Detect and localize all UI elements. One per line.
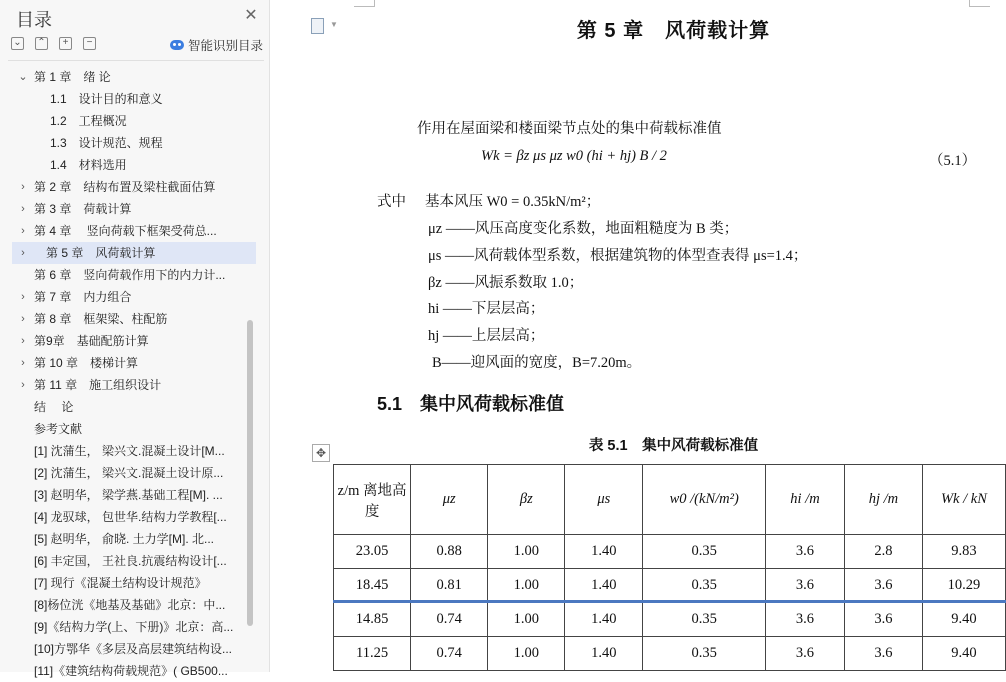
table-cell: 14.85 (334, 603, 411, 637)
formula-number: （5.1） (929, 153, 977, 169)
toc-item-label: 第 5 章 风荷载计算 (46, 246, 156, 260)
toc-item[interactable] (0, 638, 262, 660)
toc-item[interactable] (0, 154, 262, 176)
toc-item-label: 1.2 工程概况 (50, 114, 127, 128)
toc-item[interactable] (0, 506, 262, 528)
toc-item[interactable] (0, 528, 262, 550)
selection-line (333, 600, 1006, 603)
formula: Wk = βz μs μz w0 (hi + hj) B / 2 (481, 148, 667, 164)
section-title: 5.1 集中风荷载标准值 (377, 394, 565, 414)
chevron-right-icon[interactable]: › (21, 291, 25, 303)
table-cell: 1.40 (565, 637, 643, 671)
toc-item[interactable] (0, 418, 262, 440)
toc-item-label: [5] 赵明华， 俞晓. 土力学[M]. 北... (34, 532, 215, 546)
toc-item-label: [10]方鄂华《多层及高层建筑结构设... (34, 642, 233, 656)
toc-item-label: 第 11 章 施工组织设计 (34, 378, 162, 392)
toc-item-label: [6] 丰定国， 王社良.抗震结构设计[... (34, 554, 227, 568)
table-caption: 表 5.1 集中风荷载标准值 (588, 438, 759, 454)
toc-item[interactable] (0, 616, 262, 638)
toc-item[interactable] (0, 660, 262, 682)
table-cell: 3.6 (844, 603, 922, 637)
table-header-cell: μs (565, 465, 643, 535)
toc-item[interactable] (0, 396, 262, 418)
wind-load-table (333, 464, 1006, 671)
chevron-down-icon[interactable]: ▼ (330, 20, 338, 29)
table-cell: 3.6 (844, 637, 922, 671)
toc-item-label: 第 10 章 楼梯计算 (34, 356, 139, 370)
toc-item-label: [3] 赵明华， 梁学燕.基础工程[M]. ... (34, 488, 223, 502)
toc-item[interactable] (0, 198, 262, 220)
table-cell: 1.00 (488, 535, 565, 569)
table-cell: 0.35 (643, 535, 766, 569)
table-row (334, 535, 1006, 569)
table-header-cell: μz (411, 465, 488, 535)
table-header-cell: hi /m (766, 465, 845, 535)
chevron-right-icon[interactable]: › (21, 379, 25, 391)
smart-robot-icon (170, 40, 184, 50)
add-heading-icon[interactable]: + (59, 37, 72, 50)
toc-item-label: 第 4 章 竖向荷载下框架受荷总... (34, 224, 217, 238)
table-cell: 0.35 (643, 637, 766, 671)
smart-toc-label: 智能识别目录 (188, 39, 264, 53)
toc-item[interactable] (12, 242, 256, 264)
table-cell: 0.35 (643, 569, 766, 603)
toc-item[interactable] (0, 220, 262, 242)
remove-heading-icon[interactable]: − (83, 37, 96, 50)
toc-item[interactable] (0, 440, 262, 462)
chapter-title: 第 5 章 风荷载计算 (576, 20, 771, 42)
table-cell: 0.74 (411, 637, 488, 671)
toc-item[interactable] (0, 550, 262, 572)
table-header-cell: w0 /(kN/m²) (643, 465, 766, 535)
table-row (334, 603, 1006, 637)
toc-item-label: [8]杨位洸《地基及基础》北京：中... (34, 598, 226, 612)
table-header-cell: βz (488, 465, 565, 535)
table-header-cell: Wk / kN (922, 465, 1005, 535)
table-cell: 1.40 (565, 603, 643, 637)
table-cell: 1.00 (488, 603, 565, 637)
chevron-down-icon[interactable]: ⌄ (18, 71, 28, 83)
def-line: B——迎风面的宽度，B=7.20m。 (432, 355, 642, 371)
table-cell: 11.25 (334, 637, 411, 671)
toc-item[interactable] (0, 176, 262, 198)
toc-item[interactable] (0, 88, 262, 110)
table-cell: 18.45 (334, 569, 411, 603)
table-cell: 3.6 (766, 637, 845, 671)
toc-item-label: 第 8 章 框架梁、柱配筋 (34, 312, 168, 326)
def-line: hj ——上层层高； (428, 328, 545, 344)
toc-item[interactable] (0, 330, 262, 352)
table-cell: 9.40 (922, 637, 1005, 671)
smart-toc-button[interactable] (170, 36, 263, 54)
chevron-right-icon[interactable]: › (21, 357, 25, 369)
where-label: 式中 (377, 194, 406, 210)
table-cell: 0.35 (643, 603, 766, 637)
table-row (334, 569, 1006, 603)
table-cell: 3.6 (766, 535, 845, 569)
toc-item-label: [11]《建筑结构荷载规范》( GB500... (34, 664, 228, 678)
table-cell: 2.8 (844, 535, 922, 569)
divider (8, 60, 264, 61)
toc-list (0, 66, 262, 682)
chevron-right-icon[interactable]: › (21, 247, 25, 259)
table-cell: 23.05 (334, 535, 411, 569)
toc-item-label: 第 6 章 竖向荷载作用下的内力计... (34, 268, 226, 282)
toc-item-label: 第 2 章 结构布置及梁柱截面估算 (34, 180, 216, 194)
chevron-right-icon[interactable]: › (21, 181, 25, 193)
crop-mark (354, 0, 375, 7)
toc-item[interactable] (0, 594, 262, 616)
toc-item[interactable] (0, 132, 262, 154)
toc-item-label: 结 论 (34, 400, 74, 414)
document-page (271, 0, 1006, 672)
toc-item[interactable] (0, 66, 262, 88)
toc-item[interactable] (0, 308, 262, 330)
table-cell: 3.6 (844, 569, 922, 603)
toc-item-label: [1] 沈蒲生， 梁兴文.混凝土设计[M... (34, 444, 225, 458)
toc-item[interactable] (0, 264, 262, 286)
toc-item[interactable] (0, 462, 262, 484)
table-row (334, 637, 1006, 671)
toc-item-label: [7] 现行《混凝土结构设计规范》 (34, 576, 207, 590)
table-cell: 1.40 (565, 535, 643, 569)
table-cell: 9.83 (922, 535, 1005, 569)
table-header-cell: z/m 离地高度 (334, 465, 411, 535)
toc-item-label: 1.3 设计规范、规程 (50, 136, 163, 150)
table-cell: 0.88 (411, 535, 488, 569)
def-line: βz ——风振系数取 1.0； (428, 275, 584, 291)
toc-sidebar (0, 0, 270, 678)
toc-item-label: 1.4 材料选用 (50, 158, 127, 172)
toc-item-label: [2] 沈蒲生， 梁兴文.混凝土设计原... (34, 466, 224, 480)
collapse-all-icon[interactable]: ⌄ (11, 37, 24, 50)
toc-item[interactable] (0, 374, 262, 396)
table-header-cell: hj /m (844, 465, 922, 535)
toc-item[interactable] (0, 484, 262, 506)
def-line: 基本风压 W0 = 0.35kN/m²； (425, 194, 601, 210)
table-cell: 3.6 (766, 603, 845, 637)
toc-item-label: 第9章 基础配筋计算 (34, 334, 149, 348)
move-handle-icon[interactable]: ✥ (312, 444, 330, 462)
toc-item[interactable] (0, 352, 262, 374)
table-cell: 3.6 (766, 569, 845, 603)
toc-item-label: 第 1 章 绪 论 (34, 70, 111, 84)
crop-mark (969, 0, 990, 7)
toc-item-label: 第 3 章 荷载计算 (34, 202, 132, 216)
toc-item[interactable] (0, 110, 262, 132)
toc-item-label: [4] 龙驭球， 包世华.结构力学教程[... (34, 510, 227, 524)
table-cell: 0.81 (411, 569, 488, 603)
table-cell: 1.40 (565, 569, 643, 603)
chevron-right-icon[interactable]: › (21, 335, 25, 347)
sidebar-scrollbar[interactable] (247, 320, 253, 626)
chevron-right-icon[interactable]: › (21, 313, 25, 325)
toc-item[interactable] (0, 286, 262, 308)
chevron-right-icon[interactable]: › (21, 203, 25, 215)
def-line: μs ——风荷载体型系数，根据建筑物的体型查表得 μs=1.4； (428, 248, 808, 264)
sidebar-title: 目录 (16, 10, 52, 30)
toc-item-label: 1.1 设计目的和意义 (50, 92, 163, 106)
intro-text: 作用在屋面梁和楼面梁节点处的集中荷载标准值 (417, 121, 722, 137)
toc-item-label: 第 7 章 内力组合 (34, 290, 132, 304)
table-cell: 1.00 (488, 637, 565, 671)
def-line: μz ——风压高度变化系数，地面粗糙度为 B 类； (428, 221, 739, 237)
def-line: hi ——下层层高； (428, 301, 545, 317)
close-icon[interactable]: ✕ (244, 7, 258, 24)
toc-item-label: 参考文献 (34, 422, 83, 436)
table-cell: 1.00 (488, 569, 565, 603)
toc-item-label: [9]《结构力学(上、下册)》北京：高... (34, 620, 234, 634)
toc-item[interactable] (0, 572, 262, 594)
table-cell: 0.74 (411, 603, 488, 637)
table-cell: 9.40 (922, 603, 1005, 637)
chevron-right-icon[interactable]: › (21, 225, 25, 237)
expand-up-icon[interactable]: ⌃ (35, 37, 48, 50)
table-cell: 10.29 (922, 569, 1005, 603)
